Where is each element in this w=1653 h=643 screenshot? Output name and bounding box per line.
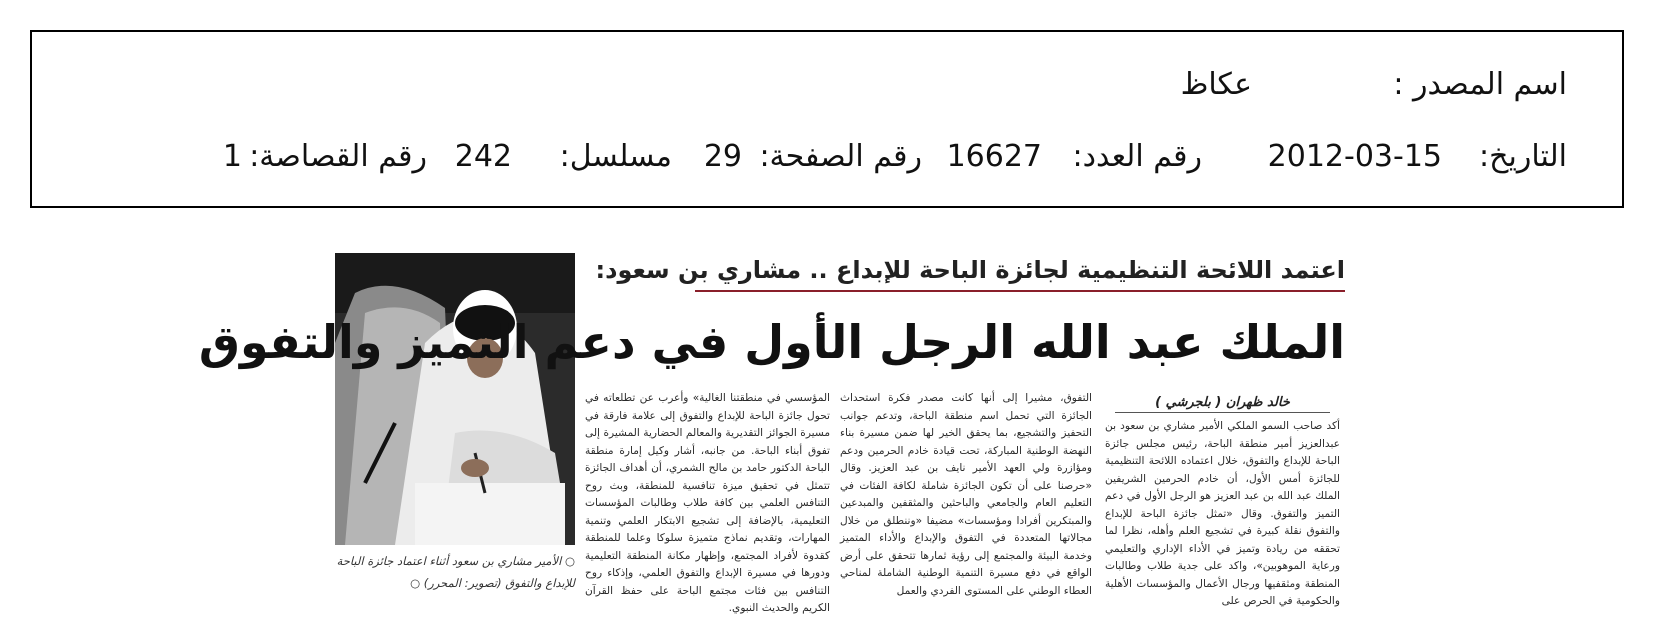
clipping-info-box [30, 30, 1624, 208]
issue-value: 16627 [946, 139, 1042, 174]
date-value: 2012-03-15 [1267, 139, 1442, 174]
article-column-2: التفوق، مشيرا إلى أنها كانت مصدر فكرة استحداث الجائزة التي تحمل اسم منطقة الباحة، وتدعم جوانب التحفيز والتشجيع، بما يحقق الخير لها ضمن مسيرة بناء النهضة الوطنية المباركة، تحت قيادة خادم الحرمين ودعم ومؤازرة ولي العهد الأمير نايف بن عبد العزيز. وقال «حرصنا على أن تكون الجائزة شاملة لكافة الفئات في التعليم العام والجامعي والباحثين والمثقفين والمبدعين والمبتكرين أفرادا ومؤسسات» مضيفا «وننطلق من خلال مجالاتها المتعددة في التفوق والإبداع والأداء المتميز وخدمة البيئة والمجتمع إلى رؤية ثمارها تتحقق على أرض الواقع في دفع مسيرة التنمية الوطنية الشاملة لمناحي العطاء الوطني على المستوى الفردي والعمل [840, 392, 1092, 597]
issue-label: رقم العدد: [1072, 139, 1202, 174]
source-row [32, 60, 1622, 110]
article-subheadline: اعتمد اللائحة التنظيمية لجائزة الباحة للإبداع .. مشاري بن سعود: [695, 250, 1345, 292]
date-label: التاريخ: [1479, 139, 1567, 174]
newspaper-clipping [198, 240, 1350, 615]
clip-value: 1 [222, 139, 242, 174]
article-byline: خالد ظهران ( بلجرشي ) [1115, 394, 1330, 413]
serial-label: مسلسل: [559, 139, 672, 174]
article-photo [335, 253, 575, 545]
article-headline: الملك عبد الله الرجل الأول في دعم التميز والتفوق [198, 315, 1345, 369]
photo-caption: ○ الأمير مشاري بن سعود أثناء اعتماد جائزة الباحة للإبداع والتفوق (تصوير: المحرر) ○ [336, 554, 575, 590]
source-value: عكاظ [1180, 67, 1252, 102]
details-row [32, 132, 1622, 182]
page-value: 29 [703, 139, 742, 174]
article-column-1: أكد صاحب السمو الملكي الأمير مشاري بن سعود بن عبدالعزيز أمير منطقة الباحة، رئيس مجلس جائزة الباحة للإبداع والتفوق، خلال اعتماده اللائحة التنظيمية للجائزة أمس الأول، أن خادم الحرمين الشريفين الملك عبد الله بن عبد العزيز هو الرجل الأول في دعم التميز والتفوق. وقال «تمثل جائزة الباحة للإبداع والتفوق نقلة كبيرة في تشجيع العلم وأهله، نظرا لما تحققه من ريادة وتميز في الأداء الإداري والتعليمي ورعاية الموهوبين»، واكد على جدية طلاب وطالبات المنطقة ومثقفيها ورجال الأعمال والمؤسسات الأهلية والحكومية في الحرص على [1105, 420, 1340, 607]
source-label: اسم المصدر : [1393, 67, 1567, 102]
clip-label: رقم القصاصة: [249, 139, 427, 174]
serial-value: 242 [454, 139, 512, 174]
article-column-3: المؤسسي في منطقتنا الغالية» وأعرب عن تطلعاته في تحول جائزة الباحة للإبداع والتفوق إلى علامة فارقة في مسيرة الجوائز التقديرية والمعالم الحضارية المشيرة إلى تفوق أبناء الباحة. من جانبه، أشار وكيل إمارة منطقة الباحة الدكتور حامد بن مالح الشمري، أن أهداف الجائزة تتمثل في تحقيق ميزة تنافسية للمنطقة، وبث روح التنافس العلمي بين كافة طلاب وطالبات المؤسسات التعليمية، بالإضافة إلى تشجيع الابتكار العلمي وتنمية المهارات، وتقديم نماذج متميزة سلوكا وعلما للمنطقة كقدوة لأفراد المجتمع، وإظهار مكانة المنطقة التعليمية ودورها في مسيرة الإبداع والتفوق العلمي، وإذكاء روح التنافس بين فئات مجتمع الباحة على حفظ القرآن الكريم والحديث النبوي. [585, 392, 830, 614]
page-label: رقم الصفحة: [759, 139, 922, 174]
